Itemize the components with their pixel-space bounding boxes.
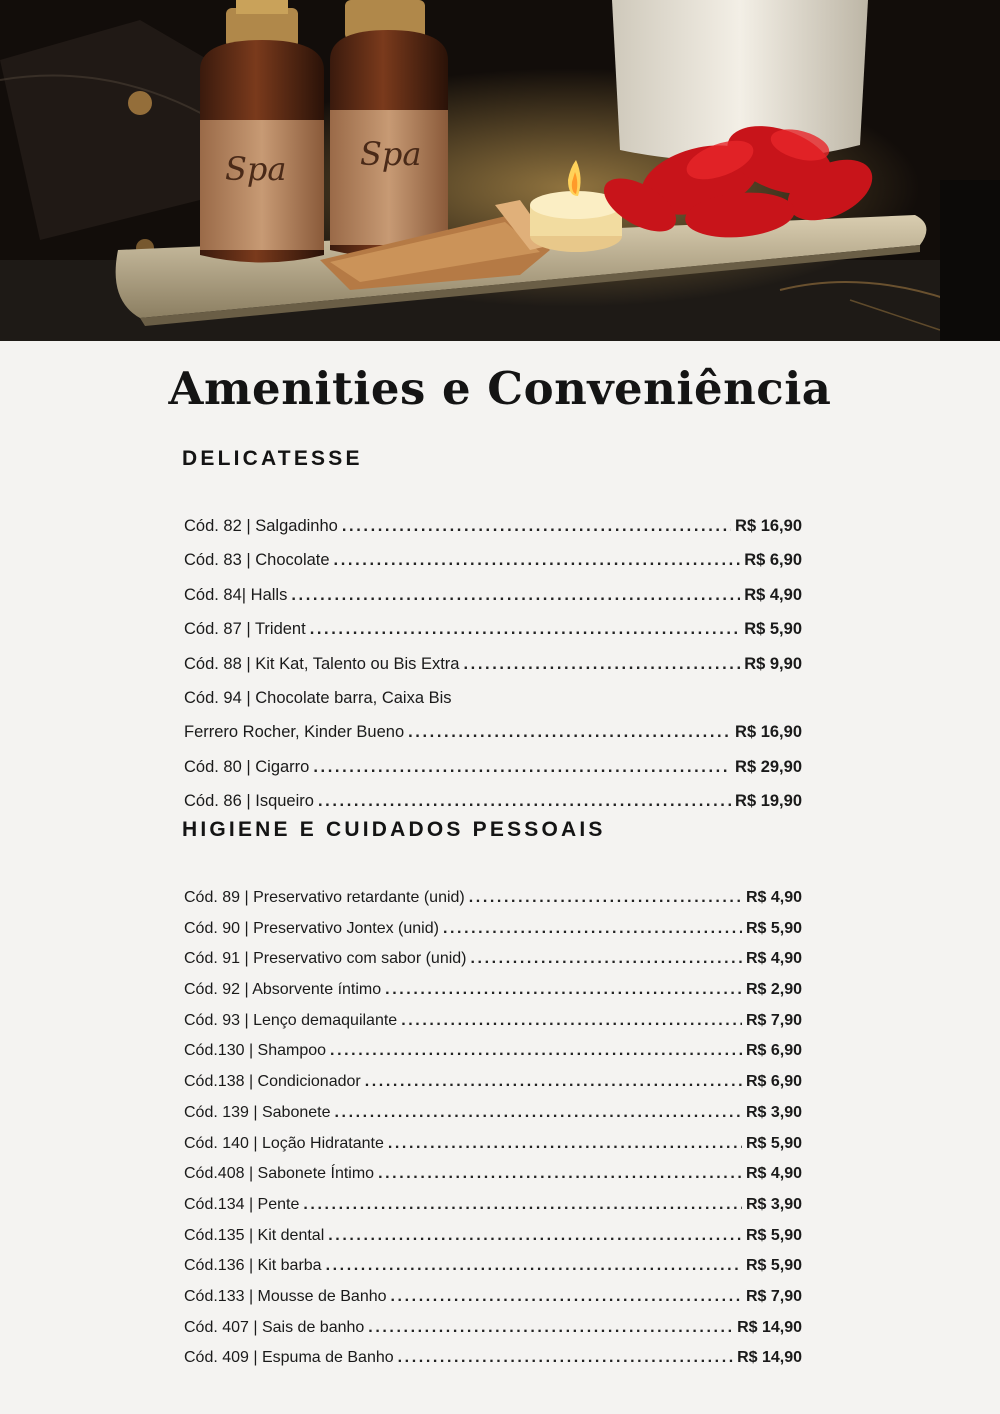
dot-leader (385, 975, 742, 1006)
item-label: Cód.130 | Shampoo (184, 1042, 327, 1060)
item-label: Cód. 84| Halls (184, 585, 288, 604)
item-price: R$ 19,90 (735, 792, 802, 811)
menu-item (182, 1006, 802, 1037)
menu-item (182, 944, 802, 975)
hero-photo (0, 0, 1000, 341)
item-price: R$ 4,90 (745, 1165, 802, 1183)
dot-leader (391, 1282, 742, 1313)
svg-text:Spa: Spa (360, 135, 422, 173)
item-label: Cód.408 | Sabonete Íntimo (184, 1165, 375, 1183)
dot-leader (471, 944, 742, 975)
menu-item (182, 1343, 802, 1374)
section-heading: HIGIENE E CUIDADOS PESSOAIS (182, 818, 606, 841)
item-price: R$ 5,90 (744, 620, 802, 639)
dot-leader (326, 1251, 742, 1282)
menu-item (182, 883, 802, 914)
menu-item (182, 543, 802, 577)
item-price: R$ 16,90 (735, 723, 802, 742)
item-label: Cód.135 | Kit dental (184, 1226, 325, 1244)
menu-item (182, 914, 802, 945)
dot-leader (335, 1098, 742, 1129)
item-price: R$ 6,90 (745, 1073, 802, 1091)
dot-leader (368, 1313, 733, 1344)
item-label: Cód. 87 | Trident (184, 620, 306, 639)
item-price: R$ 14,90 (737, 1318, 802, 1336)
menu-item (182, 1251, 802, 1282)
dot-leader (334, 543, 741, 577)
item-label: Ferrero Rocher, Kinder Bueno (184, 723, 405, 742)
item-price: R$ 3,90 (745, 1195, 802, 1213)
item-label: Cód. 92 | Absorvente íntimo (184, 981, 382, 999)
dot-leader (388, 1129, 742, 1160)
item-price: R$ 5,90 (745, 1226, 802, 1244)
item-label: Cód. 94 | Chocolate barra, Caixa Bis (184, 688, 452, 707)
dot-leader (330, 1036, 742, 1067)
item-label: Cód. 80 | Cigarro (184, 757, 310, 776)
section-delicatesse (182, 444, 802, 819)
dot-leader (378, 1159, 742, 1190)
item-price: R$ 6,90 (745, 1042, 802, 1060)
menu-item (182, 578, 802, 612)
dot-leader (443, 914, 742, 945)
menu-item (182, 1067, 802, 1098)
menu-list (182, 509, 802, 819)
dot-leader (291, 578, 740, 612)
item-price: R$ 5,90 (745, 1257, 802, 1275)
menu-item (182, 715, 802, 749)
menu-item (182, 509, 802, 543)
item-price: R$ 4,90 (744, 585, 802, 604)
dot-leader (313, 750, 731, 784)
item-price: R$ 16,90 (735, 517, 802, 535)
menu-list (182, 883, 802, 1374)
item-label: Cód. 407 | Sais de banho (184, 1318, 365, 1336)
item-price: R$ 3,90 (745, 1103, 802, 1121)
page-title: Amenities e Conveniência (168, 362, 832, 415)
item-label: Cód. 140 | Loção Hidratante (184, 1134, 384, 1152)
item-price: R$ 2,90 (745, 981, 802, 999)
item-price: R$ 9,90 (744, 654, 802, 673)
menu-item (182, 1221, 802, 1252)
item-price: R$ 7,90 (745, 1011, 802, 1029)
dot-leader (463, 647, 740, 681)
item-label: Cód. 93 | Lenço demaquilante (184, 1011, 398, 1029)
menu-item (182, 1282, 802, 1313)
item-price: R$ 7,90 (745, 1287, 802, 1305)
svg-text:Spa: Spa (225, 150, 287, 188)
item-label: Cód. 409 | Espuma de Banho (184, 1349, 394, 1367)
menu-item (182, 1129, 802, 1160)
menu-item (182, 1036, 802, 1067)
dot-leader (318, 784, 731, 818)
menu-item (182, 784, 802, 818)
menu-item (182, 612, 802, 646)
spa-products-photo-icon (0, 0, 1000, 341)
dot-leader (365, 1067, 742, 1098)
item-label: Cód.138 | Condicionador (184, 1073, 361, 1091)
item-label: Cód. 139 | Sabonete (184, 1103, 331, 1121)
dot-leader (328, 1221, 742, 1252)
menu-item (182, 1190, 802, 1221)
item-label: Cód. 90 | Preservativo Jontex (unid) (184, 919, 439, 937)
menu-item (182, 1159, 802, 1190)
dot-leader (398, 1343, 733, 1374)
dot-leader (303, 1190, 742, 1221)
menu-item (182, 1098, 802, 1129)
dot-leader (310, 612, 741, 646)
item-label: Cód. 88 | Kit Kat, Talento ou Bis Extra (184, 654, 460, 673)
item-label: Cód. 83 | Chocolate (184, 551, 330, 570)
dot-leader (469, 883, 742, 914)
menu-item (182, 1313, 802, 1344)
dot-leader (342, 509, 731, 543)
dot-leader (401, 1006, 742, 1037)
item-label: Cód. 82 | Salgadinho (184, 517, 338, 535)
item-label: Cód.134 | Pente (184, 1195, 300, 1213)
item-label: Cód. 86 | Isqueiro (184, 792, 314, 811)
item-price: R$ 4,90 (745, 950, 802, 968)
section-heading: DELICATESSE (182, 447, 363, 470)
item-price: R$ 29,90 (735, 757, 802, 776)
item-label: Cód.136 | Kit barba (184, 1257, 322, 1275)
menu-item (182, 681, 802, 715)
item-price: R$ 5,90 (745, 919, 802, 937)
section-higiene (182, 815, 802, 1374)
dot-leader (408, 715, 731, 749)
item-price: R$ 4,90 (745, 889, 802, 906)
item-label: Cód. 89 | Preservativo retardante (unid) (184, 889, 465, 906)
item-price: R$ 14,90 (737, 1349, 802, 1367)
menu-item (182, 975, 802, 1006)
menu-item (182, 750, 802, 784)
item-label: Cód.133 | Mousse de Banho (184, 1287, 387, 1305)
item-price: R$ 5,90 (745, 1134, 802, 1152)
item-price: R$ 6,90 (744, 551, 802, 570)
item-label: Cód. 91 | Preservativo com sabor (unid) (184, 950, 467, 968)
menu-item (182, 647, 802, 681)
